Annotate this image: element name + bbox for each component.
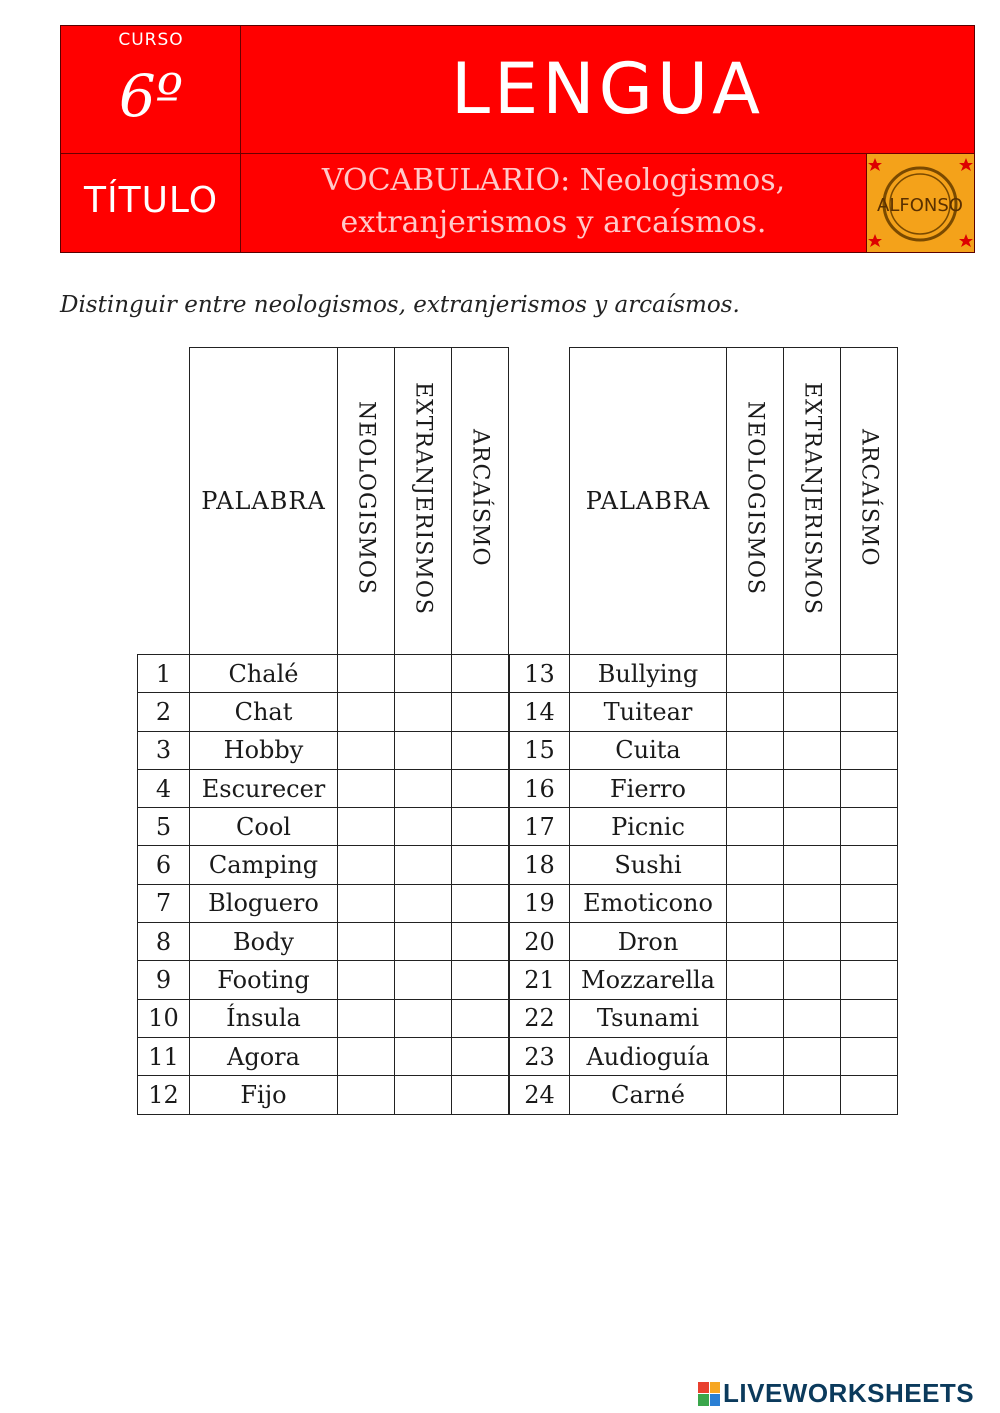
worksheet-title-cell	[241, 154, 867, 252]
table-row	[138, 808, 509, 846]
row-word: Bloguero	[190, 884, 338, 922]
row-word: Camping	[190, 846, 338, 884]
brand-name: LIVEWORKSHEETS	[723, 1378, 975, 1408]
answer-cell-neologismo[interactable]	[727, 808, 784, 846]
row-number: 3	[138, 731, 190, 769]
answer-cell-neologismo[interactable]	[338, 655, 395, 693]
answer-cell-arcaismo[interactable]	[841, 693, 898, 731]
answer-cell-extranjerismo[interactable]	[395, 808, 452, 846]
row-number: 24	[510, 1076, 570, 1114]
row-word: Emoticono	[570, 884, 727, 922]
row-number: 13	[510, 655, 570, 693]
row-number: 11	[138, 1037, 190, 1075]
course-label: CURSO	[118, 30, 184, 50]
row-number: 9	[138, 961, 190, 999]
answer-cell-neologismo[interactable]	[727, 923, 784, 961]
answer-cell-neologismo[interactable]	[338, 846, 395, 884]
answer-cell-arcaismo[interactable]	[452, 655, 509, 693]
row-word: Dron	[570, 923, 727, 961]
instruction-text: Distinguir entre neologismos, extranjerismos y arcaísmos.	[60, 292, 740, 318]
table-row	[138, 999, 509, 1037]
row-word: Tsunami	[570, 999, 727, 1037]
answer-cell-arcaismo[interactable]	[841, 846, 898, 884]
row-word: Carné	[570, 1076, 727, 1114]
row-number: 20	[510, 923, 570, 961]
row-number: 5	[138, 808, 190, 846]
row-number: 12	[138, 1076, 190, 1114]
row-word: Mozzarella	[570, 961, 727, 999]
row-number: 18	[510, 846, 570, 884]
word-table-left	[137, 347, 509, 1115]
row-word: Cool	[190, 808, 338, 846]
answer-cell-extranjerismo[interactable]	[784, 1037, 841, 1075]
table-header-row	[138, 348, 509, 655]
worksheet-title-line2: extranjerismos y arcaísmos.	[340, 205, 767, 240]
answer-cell-arcaismo[interactable]	[841, 1076, 898, 1114]
answer-cell-neologismo[interactable]	[338, 693, 395, 731]
table-row	[510, 693, 898, 731]
answer-cell-extranjerismo[interactable]	[784, 999, 841, 1037]
row-word: Body	[190, 923, 338, 961]
answer-cell-neologismo[interactable]	[727, 961, 784, 999]
table-row	[510, 731, 898, 769]
answer-cell-arcaismo[interactable]	[452, 923, 509, 961]
logo-text: ALFONSO	[877, 195, 963, 216]
row-word: Tuitear	[570, 693, 727, 731]
header-extranjerismos: EXTRANJERISMOS	[799, 381, 825, 615]
answer-cell-extranjerismo[interactable]	[395, 769, 452, 807]
header-arcaismo-cell	[841, 348, 898, 655]
answer-cell-neologismo[interactable]	[727, 999, 784, 1037]
answer-cell-neologismo[interactable]	[727, 731, 784, 769]
answer-cell-neologismo[interactable]	[727, 884, 784, 922]
answer-cell-extranjerismo[interactable]	[784, 693, 841, 731]
table-row	[138, 961, 509, 999]
table-row	[510, 1037, 898, 1075]
row-word: Footing	[190, 961, 338, 999]
header-neologismos-cell	[727, 348, 784, 655]
answer-cell-neologismo[interactable]	[338, 1037, 395, 1075]
table-row	[138, 655, 509, 693]
header-neologismos-cell	[338, 348, 395, 655]
answer-cell-neologismo[interactable]	[338, 961, 395, 999]
school-seal-icon	[867, 154, 974, 252]
row-word: Cuita	[570, 731, 727, 769]
answer-cell-neologismo[interactable]	[338, 884, 395, 922]
course-cell	[61, 26, 241, 154]
answer-cell-arcaismo[interactable]	[841, 961, 898, 999]
row-word: Picnic	[570, 808, 727, 846]
answer-cell-neologismo[interactable]	[338, 999, 395, 1037]
answer-cell-extranjerismo[interactable]	[395, 999, 452, 1037]
answer-cell-extranjerismo[interactable]	[784, 961, 841, 999]
table-row	[510, 769, 898, 807]
course-value: 6º	[118, 62, 184, 130]
answer-cell-extranjerismo[interactable]	[395, 961, 452, 999]
row-number: 15	[510, 731, 570, 769]
subject-title: LENGUA	[451, 48, 764, 130]
row-number: 19	[510, 884, 570, 922]
table-row	[510, 655, 898, 693]
table-row	[510, 961, 898, 999]
answer-cell-extranjerismo[interactable]	[395, 884, 452, 922]
answer-cell-arcaismo[interactable]	[841, 655, 898, 693]
answer-cell-arcaismo[interactable]	[452, 884, 509, 922]
row-word: Agora	[190, 1037, 338, 1075]
answer-cell-extranjerismo[interactable]	[395, 1076, 452, 1114]
answer-cell-arcaismo[interactable]	[841, 769, 898, 807]
table-row	[510, 923, 898, 961]
row-word: Audioguía	[570, 1037, 727, 1075]
answer-cell-extranjerismo[interactable]	[784, 769, 841, 807]
school-logo-cell	[867, 154, 974, 252]
answer-cell-extranjerismo[interactable]	[784, 808, 841, 846]
answer-cell-arcaismo[interactable]	[841, 808, 898, 846]
table-row	[138, 884, 509, 922]
table-row	[510, 846, 898, 884]
answer-cell-arcaismo[interactable]	[841, 1037, 898, 1075]
table-row	[138, 1037, 509, 1075]
header-palabra: PALABRA	[585, 487, 711, 515]
row-word: Fijo	[190, 1076, 338, 1114]
answer-cell-neologismo[interactable]	[338, 808, 395, 846]
answer-cell-extranjerismo[interactable]	[395, 846, 452, 884]
answer-cell-extranjerismo[interactable]	[784, 731, 841, 769]
answer-cell-extranjerismo[interactable]	[395, 1037, 452, 1075]
table-row	[510, 884, 898, 922]
answer-cell-extranjerismo[interactable]	[395, 923, 452, 961]
header-blank-cell	[510, 348, 570, 655]
row-number: 14	[510, 693, 570, 731]
header-word-cell	[570, 348, 727, 655]
answer-cell-arcaismo[interactable]	[841, 999, 898, 1037]
header-extranjerismos-cell	[784, 348, 841, 655]
row-word: Chat	[190, 693, 338, 731]
answer-cell-neologismo[interactable]	[727, 655, 784, 693]
table-row	[138, 731, 509, 769]
table-row	[510, 999, 898, 1037]
table-row	[138, 769, 509, 807]
word-table-right	[509, 347, 898, 1115]
header-neologismos: NEOLOGISMOS	[353, 401, 379, 595]
answer-cell-neologismo[interactable]	[727, 769, 784, 807]
row-word: Hobby	[190, 731, 338, 769]
table-row	[138, 693, 509, 731]
answer-cell-extranjerismo[interactable]	[395, 731, 452, 769]
table-row	[138, 923, 509, 961]
worksheet-title	[249, 160, 858, 244]
answer-cell-extranjerismo[interactable]	[395, 693, 452, 731]
header-palabra: PALABRA	[201, 487, 326, 515]
row-word: Ínsula	[190, 999, 338, 1037]
answer-cell-arcaismo[interactable]	[841, 884, 898, 922]
header-word-cell	[190, 348, 338, 655]
row-number: 4	[138, 769, 190, 807]
header-blank-cell	[138, 348, 190, 655]
header-extranjerismos-cell	[395, 348, 452, 655]
row-number: 21	[510, 961, 570, 999]
row-number: 16	[510, 769, 570, 807]
row-word: Bullying	[570, 655, 727, 693]
table-row	[510, 1076, 898, 1114]
row-number: 6	[138, 846, 190, 884]
row-number: 7	[138, 884, 190, 922]
answer-cell-neologismo[interactable]	[727, 1076, 784, 1114]
answer-cell-arcaismo[interactable]	[452, 731, 509, 769]
worksheet-header	[60, 25, 975, 253]
answer-cell-arcaismo[interactable]	[452, 961, 509, 999]
liveworksheets-footer	[698, 1378, 974, 1409]
answer-cell-neologismo[interactable]	[727, 846, 784, 884]
answer-cell-arcaismo[interactable]	[841, 923, 898, 961]
answer-cell-neologismo[interactable]	[338, 1076, 395, 1114]
row-number: 2	[138, 693, 190, 731]
table-header-row	[510, 348, 898, 655]
liveworksheets-logo-icon	[698, 1382, 720, 1406]
answer-cell-neologismo[interactable]	[338, 923, 395, 961]
row-word: Escurecer	[190, 769, 338, 807]
worksheet-title-line1: VOCABULARIO: Neologismos,	[321, 163, 786, 198]
answer-cell-neologismo[interactable]	[338, 731, 395, 769]
answer-cell-arcaismo[interactable]	[841, 731, 898, 769]
header-arcaismo-cell	[452, 348, 509, 655]
answer-cell-neologismo[interactable]	[727, 1037, 784, 1075]
answer-cell-extranjerismo[interactable]	[784, 846, 841, 884]
table-row	[138, 1076, 509, 1114]
title-label-cell	[61, 154, 241, 252]
answer-cell-arcaismo[interactable]	[452, 769, 509, 807]
title-label: TÍTULO	[83, 180, 219, 221]
header-arcaismo: ARCAÍSMO	[856, 429, 882, 567]
answer-cell-arcaismo[interactable]	[452, 1076, 509, 1114]
answer-cell-neologismo[interactable]	[727, 693, 784, 731]
answer-cell-arcaismo[interactable]	[452, 846, 509, 884]
header-arcaismo: ARCAÍSMO	[467, 429, 493, 567]
answer-cell-arcaismo[interactable]	[452, 1037, 509, 1075]
table-row	[138, 846, 509, 884]
row-word: Fierro	[570, 769, 727, 807]
answer-cell-extranjerismo[interactable]	[784, 884, 841, 922]
row-word: Sushi	[570, 846, 727, 884]
row-number: 10	[138, 999, 190, 1037]
answer-cell-neologismo[interactable]	[338, 769, 395, 807]
answer-cell-extranjerismo[interactable]	[784, 923, 841, 961]
header-extranjerismos: EXTRANJERISMOS	[410, 381, 436, 615]
answer-cell-arcaismo[interactable]	[452, 808, 509, 846]
answer-cell-arcaismo[interactable]	[452, 999, 509, 1037]
answer-cell-extranjerismo[interactable]	[784, 655, 841, 693]
table-row	[510, 808, 898, 846]
subject-cell	[241, 26, 974, 154]
answer-cell-arcaismo[interactable]	[452, 693, 509, 731]
answer-cell-extranjerismo[interactable]	[784, 1076, 841, 1114]
row-number: 23	[510, 1037, 570, 1075]
row-number: 22	[510, 999, 570, 1037]
answer-cell-extranjerismo[interactable]	[395, 655, 452, 693]
row-word: Chalé	[190, 655, 338, 693]
row-number: 17	[510, 808, 570, 846]
row-number: 1	[138, 655, 190, 693]
header-neologismos: NEOLOGISMOS	[742, 401, 768, 595]
row-number: 8	[138, 923, 190, 961]
